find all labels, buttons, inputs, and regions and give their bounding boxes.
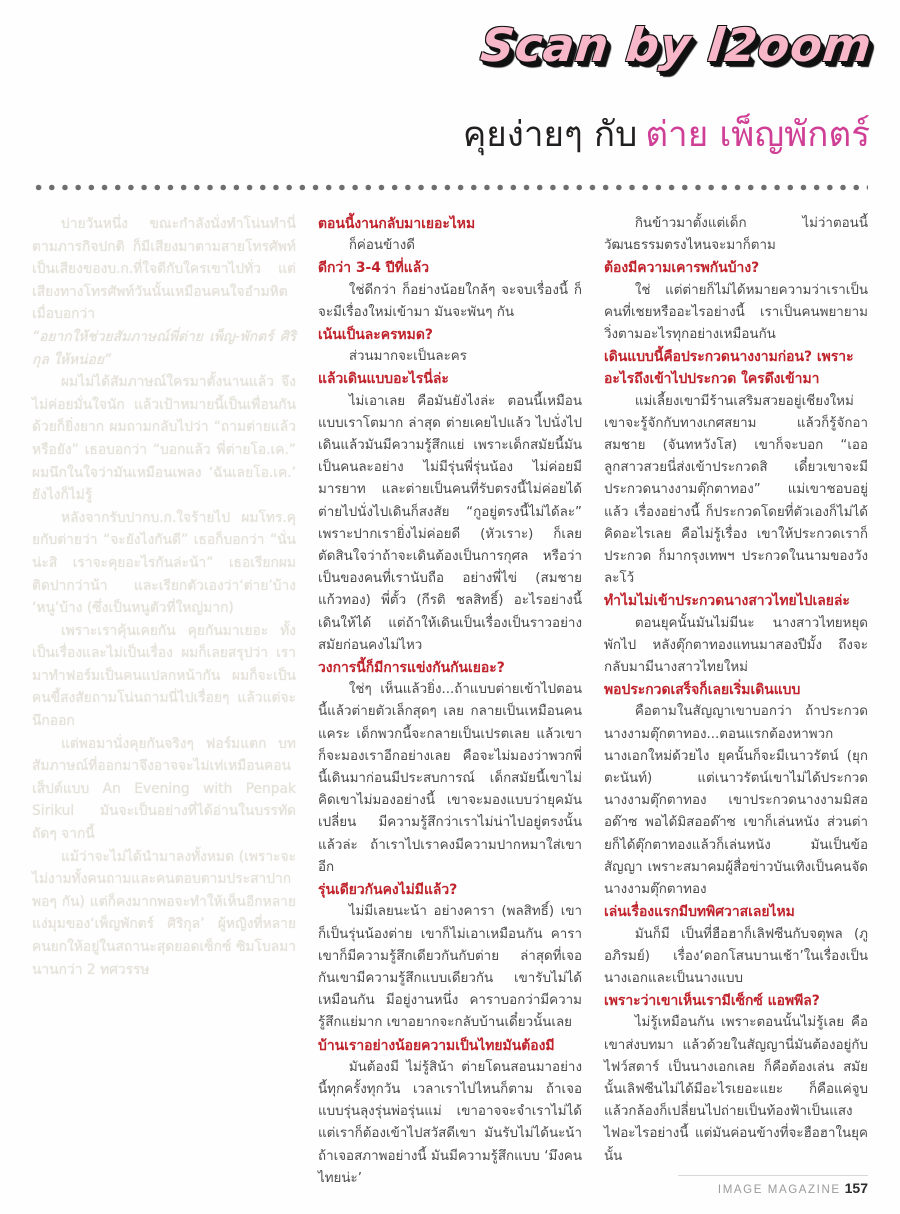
answer-paragraph: ใช่ๆ เห็นแล้วยิ่ง...ถ้าแบบต่ายเข้าไปตอนนี้แล้วต่ายตัวเล็กสุดๆ เลย กลายเป็นเหมือนคนแคระ เด็กพวกนี้จะกลายเป็นเปรตเลย แล้วเขาก็จะมองเราอีกอย่างเลย คือจะไม่มองว่าพวกพี่นี้เดินมาก่อนมีประสบการณ์ เด็กสมัยนี้เขาไม่คิดเขาไม่มองอย่างนี้ เขาจะมองแบบว่ายุคมันเปลี่ยน มีความรู้สึกว่าเราไม่น่าไปอยู่ตรงนั้นแล้วล่ะ ถ้าเราไปเราคงมีความปากหมาใส่เขาอีก (318, 682, 582, 875)
body-paragraph: “อยากให้ช่วยสัมภาษณ์พี่ต่าย เพ็ญ-พักตร์ ศิริกุล ให้หน่อย” (32, 328, 296, 368)
dotted-divider (32, 184, 868, 191)
column-2 (318, 213, 582, 1186)
question-heading: ทำไมไม่เข้าประกวดนางสาวไทยไปเลยล่ะ (604, 593, 850, 610)
question-heading: รุ่นเดียวกันคงไม่มีแล้ว? (318, 882, 458, 899)
question-heading: เล่นเรื่องแรกมีบทพิศวาสเลยไหม (604, 904, 795, 921)
body-paragraph: หลังจากรับปากบ.ก.ใจร้ายไป ผมโทร.คุยกับต่ายว่า “จะยังไงกันดี” เธอก็บอกว่า “นั่นน่ะสิ เราจะคุยอะไรกันล่ะน้า” เธอเรียกผมติดปากว่าน้า และเรียกตัวเองว่า‘ต่าย’บ้าง ‘หนู’บ้าง (ซึ่งเป็นหนูตัวที่ใหญ่มาก) (32, 509, 296, 617)
body-paragraph: ผมไม่ได้สัมภาษณ์ใครมาตั้งนานแล้ว จึงไม่ค่อยมั่นใจนัก แล้วเป้าหมายนี้เป็นเพื่อนกันด้วยก็ยิ่งยาก ผมถามกลับไปว่า “ถามต่ายแล้วหรือยัง” เธอบอกว่า “บอกแล้ว พี่ต่ายโอ.เค.” ผมนึกในใจว่ามันเหมือนเพลง ‘ฉันเลยโอ.เค.’ ยังไงก็ไม่รู้ (32, 374, 296, 504)
question-heading: ตอนนี้งานกลับมาเยอะไหม (318, 216, 476, 232)
answer-paragraph: ไม่มีเลยนะน้า อย่างคารา (พลสิทธิ์) เขาก็เป็นรุ่นน้องต่าย เขาก็ไม่เอาเหมือนกัน คาราเขาก็มีความรู้สึกเดียวกันกับต่าย ล่าสุดที่เจอกันเขามีความรู้สึกแบบเดียวกัน เขารับไม่ได้เหมือนกัน มีอยู่งานหนึ่ง คาราบอกว่ามีความรู้สึกแย่มาก เขาอยากจะกลับบ้านเดี๋ยวนั้นเลย (318, 904, 582, 1031)
body-paragraph: แม้ว่าจะไม่ได้นำมาลงทั้งหมด (เพราะจะไม่งามทั้งคนถามและคนตอบตามประสาปากพอๆ กัน) แต่ก็คงมากพอจะทำให้เห็นอีกหลายแง่มุมของ‘เพ็ญพักตร์ ศิริกุล’ ผู้หญิงที่หลายคนยกให้อยู่ในสถานะสุดยอดเซ็กซ์ ซิมโบลมานานกว่า 2 ทศวรรษ (32, 848, 296, 978)
answer-paragraph: ส่วนมากจะเป็นละคร (348, 349, 467, 365)
answer-paragraph: กินข้าวมาตั้งแต่เด็ก ไม่ว่าตอนนี้วัฒนธรรมตรงไหนจะมาก็ตาม (604, 216, 868, 254)
answer-paragraph: ใช่ดีกว่า ก็อย่างน้อยใกล้ๆ จะจบเรื่องนี้ ก็จะมีเรื่องใหม่เข้ามา มันจะพันๆ กัน (318, 282, 582, 320)
answer-paragraph: ไม่เอาเลย คือมันยังไงล่ะ ตอนนี้เหมือนแบบเราโตมาก ล่าสุด ต่ายเคยไปแล้ว ไปนั่งไปเดินแล้วมันมีความรู้สึกแย่ เพราะเด็กสมัยนี้มันเป็นคนละอย่าง ไม่มีรุ่นพี่รุ่นน้อง ไม่ค่อยมีมารยาท และต่ายเป็นคนที่รับตรงนี้ไม่ค่อยได้ ต่ายไปนั่งไปเดินก็สงสัย “กูอยู่ตรงนี้ไม่ได้ละ” เพราะปากเรายิ่งไม่ค่อยดี (หัวเราะ) ก็เลยตัดสินใจว่าถ้าจะเดินต้องเป็นการกุศล หรือว่าเป็นของคนที่เรานับถือ อย่างพี่ไข่ (สมชาย แก้วทอง) พี่ตั้ว (กีรติ ชลสิทธิ์) อะไรอย่างนี้ เดินให้ได้ แต่ถ้าให้เดินเป็นเรื่องเป็นราวอย่างสมัยก่อนคงไม่ไหว (318, 393, 582, 653)
page-title-name: ต่าย เพ็ญพักตร์ (645, 115, 870, 155)
answer-paragraph: ไม่รู้เหมือนกัน เพราะตอนนั้นไม่รู้เลย คือเขาส่งบทมา แล้วด้วยในสัญญานี่มันต้องอยู่กับไฟว์สตาร์ เป็นนางเอกเลย ก็คือต้องเล่น สมัยนั้นเลิฟซีนไม่ได้มีอะไรเยอะแยะ ก็คือแค่จูบ แล้วกล้องก็เปลี่ยนไปถ่ายเป็นท้องฟ้าเป็นแสงไฟอะไรอย่างนี้ แต่มันค่อนข้างที่จะฮือฮาในยุคนั้น (604, 1015, 868, 1164)
page-title-prefix: คุยง่ายๆ กับ (462, 115, 638, 155)
magazine-name: IMAGE MAGAZINE (717, 1184, 841, 1196)
question-heading: แล้วเดินแบบอะไรนี่ล่ะ (318, 371, 449, 388)
answer-paragraph: คือตามในสัญญาเขาบอกว่า ถ้าประกวดนางงามตุ๊กตาทอง...ตอนแรกต้องหาพวกนางเอกใหม่ด้วยไง ยุคนั้นก็จะมีเนาวรัตน์ (ยุกตะนันท์) แต่เนาวรัตน์เขาไม่ได้ประกวดนางงามตุ๊กตาทอง เขาประกวดนางงามมิสออด๊าซ พอได้มิสออด๊าซ เขาก็เล่นหนัง ส่วนต่ายก็ได้ตุ๊กตาทองแล้วก็เล่นหนัง มันเป็นข้อสัญญา เพราะสมาคมผู้สื่อข่าวบันเทิงเป็นคนจัดนางงามตุ๊กตาทอง (604, 704, 868, 898)
question-heading: เน้นเป็นละครหมด? (318, 327, 433, 344)
question-heading: เพราะว่าเขาเห็นเรามีเซ็กซ์ แอพพีล? (604, 993, 820, 1010)
page-title (40, 112, 870, 159)
answer-paragraph: มันก็มี เป็นที่ฮือฮาก็เลิฟซีนกับจตุพล (ภูอภิรมย์) เรื่อง‘ดอกโสนบานเช้า’ในเรื่องเป็นนางเอกและเป็นนางแบบ (604, 926, 868, 986)
question-heading: เดินแบบนี้คือประกวดนางงามก่อน? เพราะอะไรถึงเข้าไปประกวด ใครดึงเข้ามา (604, 349, 854, 388)
body-paragraph: เพราะเราคุ้นเคยกัน คุยกันมาเยอะ ทั้งเป็นเรื่องและไม่เป็นเรื่อง ผมก็เลยสรุปว่า เรามาทำฟอร์มเป็นคนแปลกหน้ากัน ผมก็จะเป็นคนขี้สงสัยถามโน่นถามนี่ไปเรื่อยๆ แล้วแต่จะนึกออก (32, 622, 296, 730)
answer-paragraph: ก็ค่อนข้างดี (348, 238, 415, 254)
question-heading: วงการนี้ก็มีการแข่งกันกันเยอะ? (318, 660, 505, 677)
question-heading: บ้านเราอย่างน้อยความเป็นไทยมันต้องมี (318, 1037, 555, 1054)
footer-divider (678, 1175, 868, 1176)
body-paragraph: แต่พอมานั่งคุยกันจริงๆ ฟอร์มแตก บทสัมภาษณ์ที่ออกมาจึงอาจจะไม่เท่เหมือนคอนเส็ปต์แบบ An Evening with Penpak Sirikul มันจะเป็นอย่างที่ได้อ่านในบรรทัดถัดๆ จากนี้ (32, 735, 296, 843)
article-columns (32, 213, 870, 1186)
page-number: 157 (844, 1180, 868, 1196)
question-heading: ต้องมีความเคารพกันบ้าง? (604, 260, 760, 277)
body-paragraph: บ่ายวันหนึ่ง ขณะกำลังนั่งทำโน่นทำนี่ตามภารกิจปกติ ก็มีเสียงมาตามสายโทรศัพท์ เป็นเสียงของบ.ก.ที่ใจดีกับใครเขาไปทั่ว แต่เสียงทางโทรศัพท์วันนั้นเหมือนคนใจอำมหิตเมื่อบอกว่า (32, 216, 296, 323)
answer-paragraph: แม่เลี้ยงเขามีร้านเสริมสวยอยู่เชียงใหม่ เขาจะรู้จักกับทางเกศสยาม แล้วก็รู้จักอาสมชาย (จันทหวังโส) เขาก็จะบอก “เออ ลูกสาวสวยนี่ส่งเข้าประกวดสิ เดี๋ยวเขาจะมีประกวดนางงามตุ๊กตาทอง” แม่เขาชอบอยู่แล้ว เรื่องอย่างนี้ ก็ประกวดโดยที่ตัวเองก็ไม่ได้คิดอะไรเลย คือไม่รู้เรื่อง เขาให้ประกวดเราก็ประกวด ก็มากรุงเทพฯ ประกวดในนามของวังละโว้ (604, 393, 868, 587)
answer-paragraph: ใช่ แต่ต่ายก็ไม่ได้หมายความว่าเราเป็นคนที่เชยหรืออะไรอย่างนี้ เราเป็นคนพยายามวิ่งตามอะไรทุกอย่างเหมือนกัน (604, 282, 868, 343)
question-heading: ดีกว่า 3-4 ปีที่แล้ว (318, 260, 430, 277)
footer (718, 1180, 868, 1196)
scan-watermark: Scan by l2oom (478, 18, 875, 72)
column-1 (32, 213, 296, 1173)
question-heading: พอประกวดเสร็จก็เลยเริ่มเดินแบบ (604, 682, 801, 699)
answer-paragraph: มันต้องมี ไม่รู้สิน้า ต่ายโดนสอนมาอย่างนี้ทุกครั้งทุกวัน เวลาเราไปไหนก็ตาม ถ้าเจอแบบรุ่นลุงรุ่นพ่อรุ่นแม่ เขาอาจจะจำเราไม่ได้ แต่เราก็ต้องเข้าไปสวัสดีเขา มันรับไม่ได้นะน้าถ้าเจอสภาพอย่างนี้ มันมีความรู้สึกแบบ ‘มึงคนไทยน่ะ’ (318, 1059, 582, 1186)
column-3 (604, 213, 868, 1173)
answer-paragraph: ตอนยุคนั้นมันไม่มีนะ นางสาวไทยหยุดพักไป หลังตุ๊กตาทองแทนมาสองปีมั้ง ถึงจะกลับมามีนางสาวไทยใหม่ (604, 615, 868, 676)
